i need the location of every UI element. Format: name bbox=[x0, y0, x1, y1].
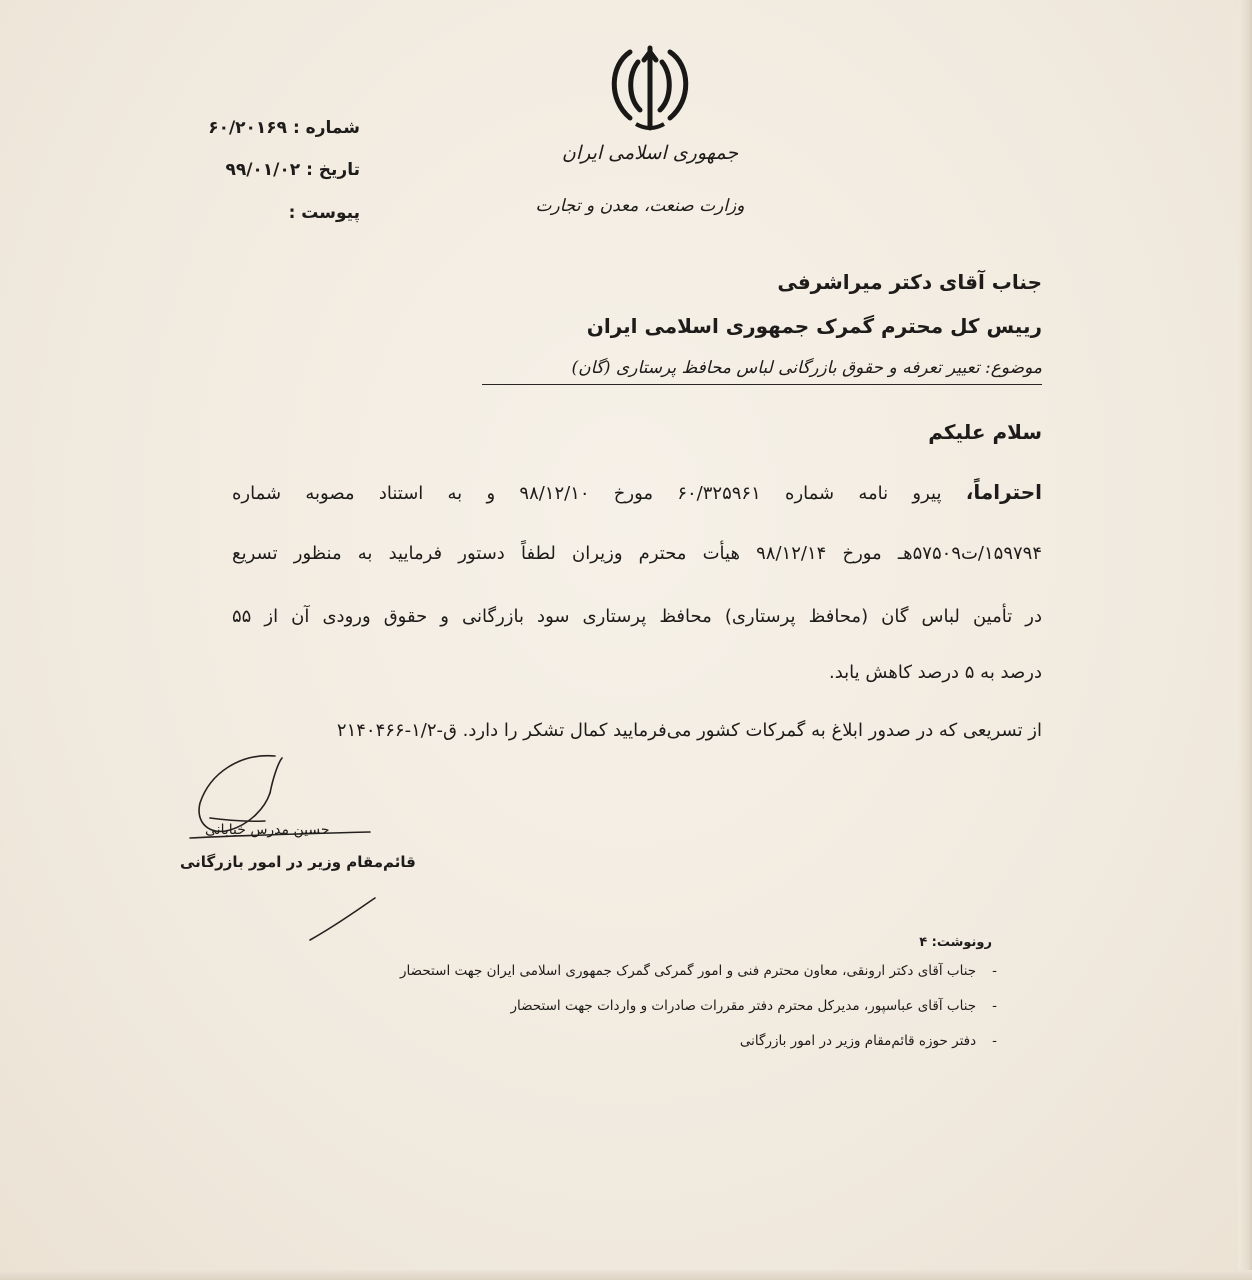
cc-item bbox=[400, 963, 997, 979]
greeting: سلام علیکم bbox=[928, 420, 1042, 444]
handwritten-signature bbox=[170, 748, 440, 948]
cc-item-text: جناب آقای دکتر ارونقی، معاون محترم فنی و امور گمرکی گمرک جمهوری اسلامی ایران جهت استحضار bbox=[400, 963, 977, 979]
date-label: تاریخ bbox=[318, 160, 360, 180]
cc-item bbox=[740, 1033, 997, 1049]
iran-emblem-icon bbox=[600, 40, 700, 135]
body-line-1-text: پیرو نامه شماره ۶۰/۳۲۵۹۶۱ مورخ ۹۸/۱۲/۱۰ و به استناد مصوبه شماره bbox=[232, 483, 942, 504]
cc-heading: رونوشت: ۴ bbox=[919, 935, 992, 950]
body-line-5: از تسریعی که در صدور ابلاغ به گمرکات کشور می‌فرمایید کمال تشکر را دارد. ق-۱/۲-۲۱۴۰۴۶۶ bbox=[336, 720, 1042, 741]
paper-edge-bottom bbox=[0, 1270, 1252, 1280]
letter-number: شماره : ۶۰/۲۰۱۶۹ bbox=[208, 118, 360, 138]
number-value: ۶۰/۲۰۱۶۹ bbox=[208, 118, 288, 138]
body-line-2: ۱۵۹۷۹۴/ت۵۷۵۰۹هـ مورخ ۹۸/۱۲/۱۴ هیأت محترم وزیران لطفاً دستور فرمایید به منظور تسریع bbox=[232, 543, 1043, 564]
recipient-title: رییس کل محترم گمرک جمهوری اسلامی ایران bbox=[586, 314, 1042, 338]
signatory-name: حسین مدرس خیابانی bbox=[205, 822, 330, 838]
body-line-1 bbox=[232, 480, 1042, 504]
letter-date: تاریخ : ۹۹/۰۱/۰۲ bbox=[225, 160, 360, 180]
paper-edge bbox=[1238, 0, 1252, 1280]
body-line-4: درصد به ۵ درصد کاهش یابد. bbox=[829, 662, 1042, 683]
cc-item bbox=[510, 998, 997, 1014]
cc-item-text: جناب آقای عباسپور، مدیرکل محترم دفتر مقررات صادرات و واردات جهت استحضار bbox=[510, 998, 977, 1014]
number-label: شماره bbox=[305, 118, 360, 138]
body-line-3: در تأمین لباس گان (محافظ پرستاری) محافظ پرستاری سود بازرگانی و حقوق ورودی آن از ۵۵ bbox=[232, 606, 1042, 627]
cc-dash: - bbox=[992, 998, 997, 1014]
ministry-name: وزارت صنعت، معدن و تجارت bbox=[535, 196, 745, 216]
recipient-name: جناب آقای دکتر میراشرفی bbox=[777, 270, 1042, 294]
date-value: ۹۹/۰۱/۰۲ bbox=[225, 160, 301, 180]
cc-dash: - bbox=[992, 1033, 997, 1049]
letter-attachment: پیوست : bbox=[288, 203, 360, 223]
country-name: جمهوری اسلامی ایران bbox=[561, 142, 739, 164]
attachment-label: پیوست bbox=[301, 203, 360, 223]
cc-dash: - bbox=[992, 963, 997, 979]
cc-item-text: دفتر حوزه قائم‌مقام وزیر در امور بازرگانی bbox=[739, 1033, 977, 1049]
letter-subject: موضوع: تعییر تعرفه و حقوق بازرگانی لباس محافظ پرستاری (گان) bbox=[482, 358, 1042, 385]
body-lead-word: احتراماً، bbox=[965, 480, 1042, 504]
signatory-title: قائم‌مقام وزیر در امور بازرگانی bbox=[180, 853, 416, 871]
